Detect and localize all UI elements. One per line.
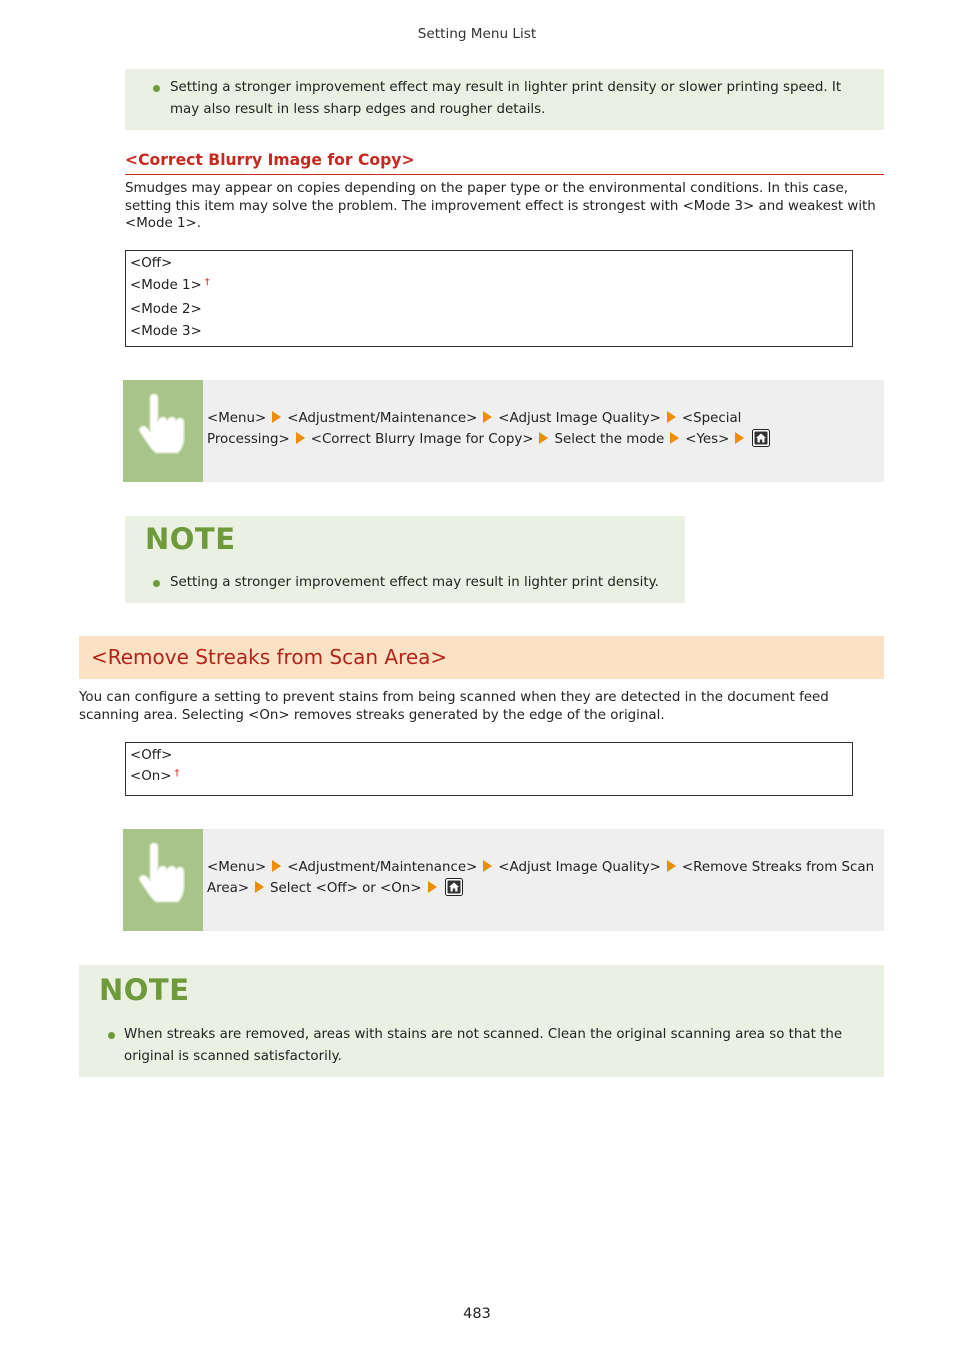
option-mode-3 <box>130 322 202 342</box>
arrow-icon <box>255 881 264 893</box>
default-marker: † <box>204 277 210 288</box>
streaks-description <box>79 689 884 724</box>
option-mode-1 <box>130 276 210 296</box>
top-note-box <box>125 69 884 130</box>
nav-adjust: <Adjustment/Maintenance> <box>287 860 478 875</box>
option-on <box>130 767 179 787</box>
option-label: <Off> <box>130 748 173 763</box>
arrow-icon <box>735 432 744 444</box>
streaks-heading: <Remove Streaks from Scan Area> <box>91 645 448 669</box>
page-number: 483 <box>463 1306 491 1322</box>
nav-item-cont: Area> <box>207 881 250 896</box>
option-label: <Mode 3> <box>130 324 202 339</box>
bullet-icon <box>153 85 160 92</box>
blurry-heading-rule <box>125 174 884 175</box>
arrow-icon <box>272 411 281 423</box>
blurry-nav-path <box>123 380 884 482</box>
blurry-desc-line-2: setting this item may solve the problem. The improvement effect is strongest with <Mode 3> and weakest with <box>125 198 876 214</box>
option-label: <Mode 1> <box>130 278 202 293</box>
nav-special-cont: Processing> <box>207 432 290 447</box>
streaks-section-header <box>79 636 884 679</box>
option-off <box>130 746 172 766</box>
blurry-description <box>125 180 885 233</box>
streaks-nav-path <box>123 829 884 931</box>
option-label: <Mode 2> <box>130 302 202 317</box>
nav-select: Select the mode <box>554 432 665 447</box>
streaks-note-line-1: When streaks are removed, areas with stains are not scanned. Clean the original scanning area so that the <box>124 1027 843 1042</box>
streaks-desc-line-1: You can configure a setting to prevent stains from being scanned when they are detected in the document feed <box>79 690 829 705</box>
option-off <box>130 254 172 274</box>
arrow-icon <box>483 860 492 872</box>
pointing-hand-icon <box>123 380 203 482</box>
blurry-heading: <Correct Blurry Image for Copy> <box>125 151 415 169</box>
nav-quality: <Adjust Image Quality> <box>498 860 661 875</box>
blurry-nav-line-2 <box>207 429 770 450</box>
nav-menu: <Menu> <box>207 860 267 875</box>
default-marker: † <box>174 768 180 779</box>
arrow-icon <box>272 860 281 872</box>
arrow-icon <box>296 432 305 444</box>
nav-item: <Correct Blurry Image for Copy> <box>310 432 534 447</box>
note-title: NOTE <box>145 522 236 556</box>
option-label: <On> <box>130 769 172 784</box>
home-icon <box>752 429 770 447</box>
streaks-options-box <box>125 742 853 796</box>
nav-special: <Special <box>681 411 742 426</box>
streaks-note-box <box>79 965 884 1077</box>
running-header: Setting Menu List <box>417 26 537 42</box>
blurry-desc-line-3: <Mode 1>. <box>125 216 201 232</box>
streaks-note-line-2: original is scanned satisfactorily. <box>124 1049 342 1064</box>
nav-quality: <Adjust Image Quality> <box>498 411 661 426</box>
arrow-icon <box>483 411 492 423</box>
top-note-line-1: Setting a stronger improvement effect may result in lighter print density or slower printing speed. It <box>170 80 842 95</box>
option-label: <Off> <box>130 256 173 271</box>
pointing-hand-icon <box>123 829 203 931</box>
streaks-nav-line-2 <box>207 878 463 899</box>
nav-select: Select <Off> or <On> <box>270 881 422 896</box>
streaks-nav-line-1 <box>207 857 874 878</box>
arrow-icon <box>667 411 676 423</box>
arrow-icon <box>428 881 437 893</box>
streaks-desc-line-2: scanning area. Selecting <On> removes streaks generated by the edge of the original. <box>79 707 665 723</box>
top-note-line-2: may also result in less sharp edges and rougher details. <box>170 102 546 117</box>
bullet-icon <box>153 580 160 587</box>
nav-adjust: <Adjustment/Maintenance> <box>287 411 478 426</box>
home-icon <box>445 878 463 896</box>
option-mode-2 <box>130 300 202 320</box>
blurry-note-text: Setting a stronger improvement effect may result in lighter print density. <box>170 575 659 590</box>
nav-yes: <Yes> <box>685 432 730 447</box>
arrow-icon <box>670 432 679 444</box>
note-title: NOTE <box>99 973 190 1007</box>
arrow-icon <box>667 860 676 872</box>
blurry-nav-line-1 <box>207 408 741 429</box>
blurry-note-box <box>125 516 685 603</box>
nav-menu: <Menu> <box>207 411 267 426</box>
arrow-icon <box>539 432 548 444</box>
nav-item: <Remove Streaks from Scan <box>681 860 875 875</box>
blurry-options-box <box>125 250 853 347</box>
bullet-icon <box>108 1032 115 1039</box>
blurry-desc-line-1: Smudges may appear on copies depending on the paper type or the environmental conditions. In this case, <box>125 181 848 196</box>
